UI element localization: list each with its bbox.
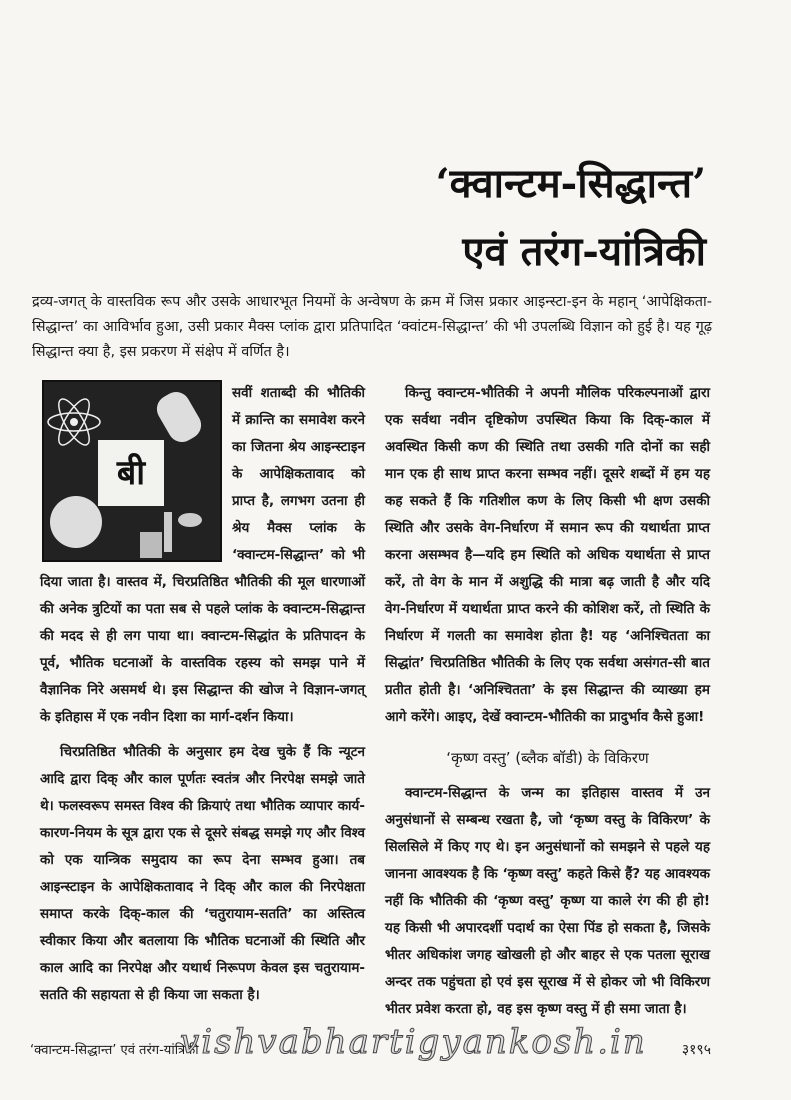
intro-paragraph: द्रव्य-जगत् के वास्तविक रूप और उसके आधारभूत नियमों के अन्वेषण के क्रम में जिस प्रकार आइन्स्टा-इन के महान् ‘आपेक्षिकता-सिद्धान्त’ का आविर्भाव हुआ, उसी प्रकार मैक्स प्लांक द्वारा प्रतिपादित ‘क्वांटम-सिद्धान्त’ की भी उपलब्धि विज्ञान को हुई है। यह गूढ़ सिद्धान्त क्या है, इस प्रकरण में संक्षेप में वर्णित है। (32, 294, 712, 360)
left-column (40, 380, 365, 1009)
right-column (385, 380, 710, 1023)
section-subheading: ‘कृष्ण वस्तु’ (ब्लैक बॉडी) के विकिरण (446, 749, 649, 767)
running-footer-title: ‘क्वान्टम-सिद्धान्त’ एवं तरंग-यांत्रिकी (30, 1043, 199, 1058)
drop-cap-letter: बी (98, 440, 164, 506)
watermark: vishvabhartigyankosh.in (180, 1022, 647, 1062)
paragraph: चिरप्रतिष्ठित भौतिकी के अनुसार हम देख चुके हैं कि न्यूटन आदि द्वारा दिक् और काल पूर्णतः स्वतंत्र और निरपेक्ष समझे जाते थे। फलस्वरूप समस्त विश्व की क्रियाएं तथा भौतिक व्यापार कार्य-कारण-नियम के सूत्र द्वारा एक से दूसरे संबद्ध समझे गए और विश्व को एक यान्त्रिक समुदाय का रूप देना सम्भव हुआ। तब आइन्स्टाइन के आपेक्षिकतावाद ने दिक् और काल की निरपेक्षता समाप्त करके दिक्-काल की ‘चतुरायाम-सतति’ का अस्तित्व स्वीकार किया और बतलाया कि भौतिक घटनाओं की स्थिति और काल आदि का निरपेक्ष और यथार्थ निरूपण केवल इस चतुरायाम-सतति की सहायता से ही किया जा सकता है। (40, 744, 365, 1003)
paragraph: किन्तु क्वान्टम-भौतिकी ने अपनी मौलिक परिकल्पनाओं द्वारा एक सर्वथा नवीन दृष्टिकोण उपस्थित किया कि दिक्-काल में अवस्थित किसी कण की स्थिति तथा उसकी गति दोनों का सही मान एक ही साथ प्राप्त करना सम्भव नहीं। दूसरे शब्दों में हम यह कह सकते हैं कि गतिशील कण के लिए किसी भी क्षण उसकी स्थिति और उसके वेग-निर्धारण में समान रूप की यथार्थता प्राप्त करना असम्भव है—यदि हम स्थिति को अधिक यथार्थता से प्राप्त करें, तो वेग के मान में अशुद्धि की मात्रा बढ़ जाती है और यदि वेग-निर्धारण में यथार्थता प्राप्त करने की कोशिश करें, तो स्थिति के निर्धारण में गलती का समावेश होता है! यह ‘अनिश्चितता का सिद्धांत’ चिरप्रतिष्ठित भौतिकी के लिए एक सर्वथा असंगत-सी बात प्रतीत होती है। ‘अनिश्चितता’ के इस सिद्धान्त की व्याख्या हम आगे करेंगे। आइए, देखें क्वान्टम-भौतिकी का प्रादुर्भाव कैसे हुआ! (385, 385, 710, 725)
chapter-title (436, 150, 706, 286)
page-number: ३१९५ (681, 1042, 711, 1058)
chapter-title-line1: ‘क्वान्टम-सिद्धान्त’ (435, 160, 706, 207)
paragraph: सवीं शताब्दी की भौतिकी में क्रान्ति का समावेश करने का जितना श्रेय आइन्स्टाइन के आपेक्षिकतावाद को प्राप्त है, लगभग उतना ही श्रेय मैक्स प्लांक के ‘क्वान्टम-सिद्धान्त’ को भी दिया जाता है। वास्तव में, चिरप्रतिष्ठित भौतिकी की मूल धारणाओं की अनेक त्रुटियों का पता सब से पहले प्लांक के क्वान्टम-सिद्धान्त की मदद से ही लग पाया था। क्वान्टम-सिद्धांत के प्रतिपादन के पूर्व, भौतिक घटनाओं के वास्तविक रहस्य को समझ पाने में वैज्ञानिक निरे असमर्थ थे। इस सिद्धान्त की खोज ने विज्ञान-जगत् के इतिहास में एक नवीन दिशा का मार्ग-दर्शन किया। (40, 385, 365, 725)
paragraph: क्वान्टम-सिद्धान्त के जन्म का इतिहास वास्तव में उन अनुसंधानों से सम्बन्ध रखता है, जो ‘कृष्ण वस्तु के विकिरण’ के सिलसिले में किए गए थे। इन अनुसंधानों को समझने से पहले यह जानना आवश्यक है कि ‘कृष्ण वस्तु’ कहते किसे हैं? यह आवश्यक नहीं कि भौतिकी की ‘कृष्ण वस्तु’ कृष्ण या काले रंग की ही हो! यह किसी भी अपारदर्शी पदार्थ का ऐसा पिंड हो सकता है, जिसके भीतर अधिकांश जगह खोखली हो और बाहर से एक पतला सूराख अन्दर तक पहुंचता हो एवं इस सूराख में से होकर जो भी विकिरण भीतर प्रवेश करता हो, वह इस कृष्ण वस्तु में ही समा जाता है। (385, 785, 710, 1017)
chapter-title-line2: एवं तरंग-यांत्रिकी (462, 228, 706, 275)
chapter-illustration (42, 380, 222, 562)
